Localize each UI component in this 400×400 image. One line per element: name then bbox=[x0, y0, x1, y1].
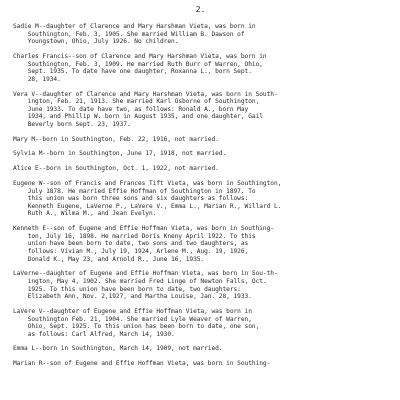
entry-line: 28, 1934. bbox=[13, 75, 61, 83]
entry-line: July 1878. He married Effie Hoffman of Southington in 1897. To bbox=[13, 187, 256, 195]
entry-line: Sept. 1935. To date have one daughter, Roxanna L., born Sept. bbox=[13, 68, 252, 76]
entry-line: union have been born to date, two sons and two daughters, as bbox=[13, 240, 249, 248]
entry-line: Mary M--born in Southington, Feb. 22, 1916, not married. bbox=[13, 135, 219, 143]
entry-line: Emma L--born in Southington, March 14, 1909, not married. bbox=[13, 345, 223, 353]
entry-line: this union was born three sons and six daughters as follows: bbox=[13, 195, 249, 203]
entry-line: Charles Francis--son of Clarence and Mary Harshman Vieta, was born in bbox=[13, 52, 267, 60]
entry-line: Youngstown, Ohio, July 1926. No children. bbox=[13, 38, 179, 46]
genealogy-entry bbox=[13, 53, 394, 83]
genealogy-entry bbox=[13, 23, 394, 46]
entry-line: LaVerne--daughter of Eugene and Effie Hoffman Vieta, was born in Sou-th- bbox=[13, 270, 278, 278]
entry-line: ton, July 16, 1898. He married Doris Kneny April 1922. To this bbox=[13, 232, 256, 240]
entry-line: Vera V--daughter of Clarence and Mary Harshman Vieta, was born in South- bbox=[13, 90, 278, 98]
entry-line: ington, Feb. 21, 1913. She married Karl Osborne of Southington, bbox=[13, 98, 260, 106]
entry-line: Southington, Feb. 3, 1905. She married William B. Dawson of bbox=[13, 30, 245, 38]
entry-line: Elizabeth Ann, Nov. 2,1927, and Martha Louise, Jan. 28, 1933. bbox=[13, 293, 252, 301]
genealogy-entry bbox=[13, 165, 394, 173]
genealogy-entries bbox=[13, 23, 394, 368]
entry-line: Kenneth Eugene, LaVerne P., LaVere V., Emma L., Marian R., Willard L. bbox=[13, 202, 282, 210]
entry-line: 1934, and Phillip W. born in August 1935, and one daughter, Gail bbox=[13, 113, 263, 121]
entry-line: June 1933. To date have two, as follows: Ronald A., born May bbox=[13, 105, 249, 113]
entry-line: Kenneth E--son of Eugene and Effie Hoffman Vieta, was born in Southing- bbox=[13, 225, 274, 233]
entry-line: Ruth A., Wilma M., and Jean Evelyn. bbox=[13, 210, 157, 218]
genealogy-entry bbox=[13, 225, 394, 263]
genealogy-entry bbox=[13, 136, 394, 144]
genealogy-entry bbox=[13, 308, 394, 338]
entry-line: follows: Vivian M., July 19, 1924, Arlene M., Aug. 19, 1926, bbox=[13, 247, 249, 255]
genealogy-entry bbox=[13, 270, 394, 300]
entry-line: Sylvia M--born in Southington, June 17, 1918, not married. bbox=[13, 150, 227, 158]
entry-line: Southington Feb. 21, 1904. She married Lyle Weaver of Warren, bbox=[13, 315, 252, 323]
entry-line: ington, May 4, 1902. She married Fred Linge of Newton Falls, Oct. bbox=[13, 277, 267, 285]
entry-line: Donald K., May 23, and Arnold R., June 16, 1935. bbox=[13, 255, 205, 263]
genealogy-entry bbox=[13, 180, 394, 218]
entry-line: Sadie M--daughter of Clarence and Mary Harshman Vieta, was born in bbox=[13, 23, 256, 30]
entry-line: Southington, Feb. 3, 1909. He married Ruth Burr of Warren, Ohio, bbox=[13, 60, 263, 68]
genealogy-entry bbox=[13, 345, 394, 353]
entry-line: Marian R--son of Eugene and Effie Hoffman Vieta, was born in Southing- bbox=[13, 360, 271, 368]
genealogy-entry bbox=[13, 150, 394, 158]
entry-line: Alice E--born in Southington, Oct. 1, 1922, not married. bbox=[13, 165, 219, 173]
entry-line: 1925. To this union have been born to date, two daughters: bbox=[13, 285, 241, 293]
entry-line: Eugene W--son of Francis and Frances Tift Vieta, was born in Southington, bbox=[13, 180, 282, 188]
entry-line: Ohio, Sept. 1925. To this union has been born to date, one son, bbox=[13, 323, 260, 331]
page-number: 2. bbox=[195, 5, 206, 14]
genealogy-entry bbox=[13, 360, 394, 368]
entry-line: as follows: Carl Alfred, March 14, 1930. bbox=[13, 330, 175, 338]
entry-line: LaVere V--daughter of Eugene and Effie Hoffman Vieta, was born in bbox=[13, 307, 252, 315]
genealogy-entry bbox=[13, 91, 394, 129]
entry-line: Beverly born Sept. 23, 1937. bbox=[13, 120, 131, 128]
